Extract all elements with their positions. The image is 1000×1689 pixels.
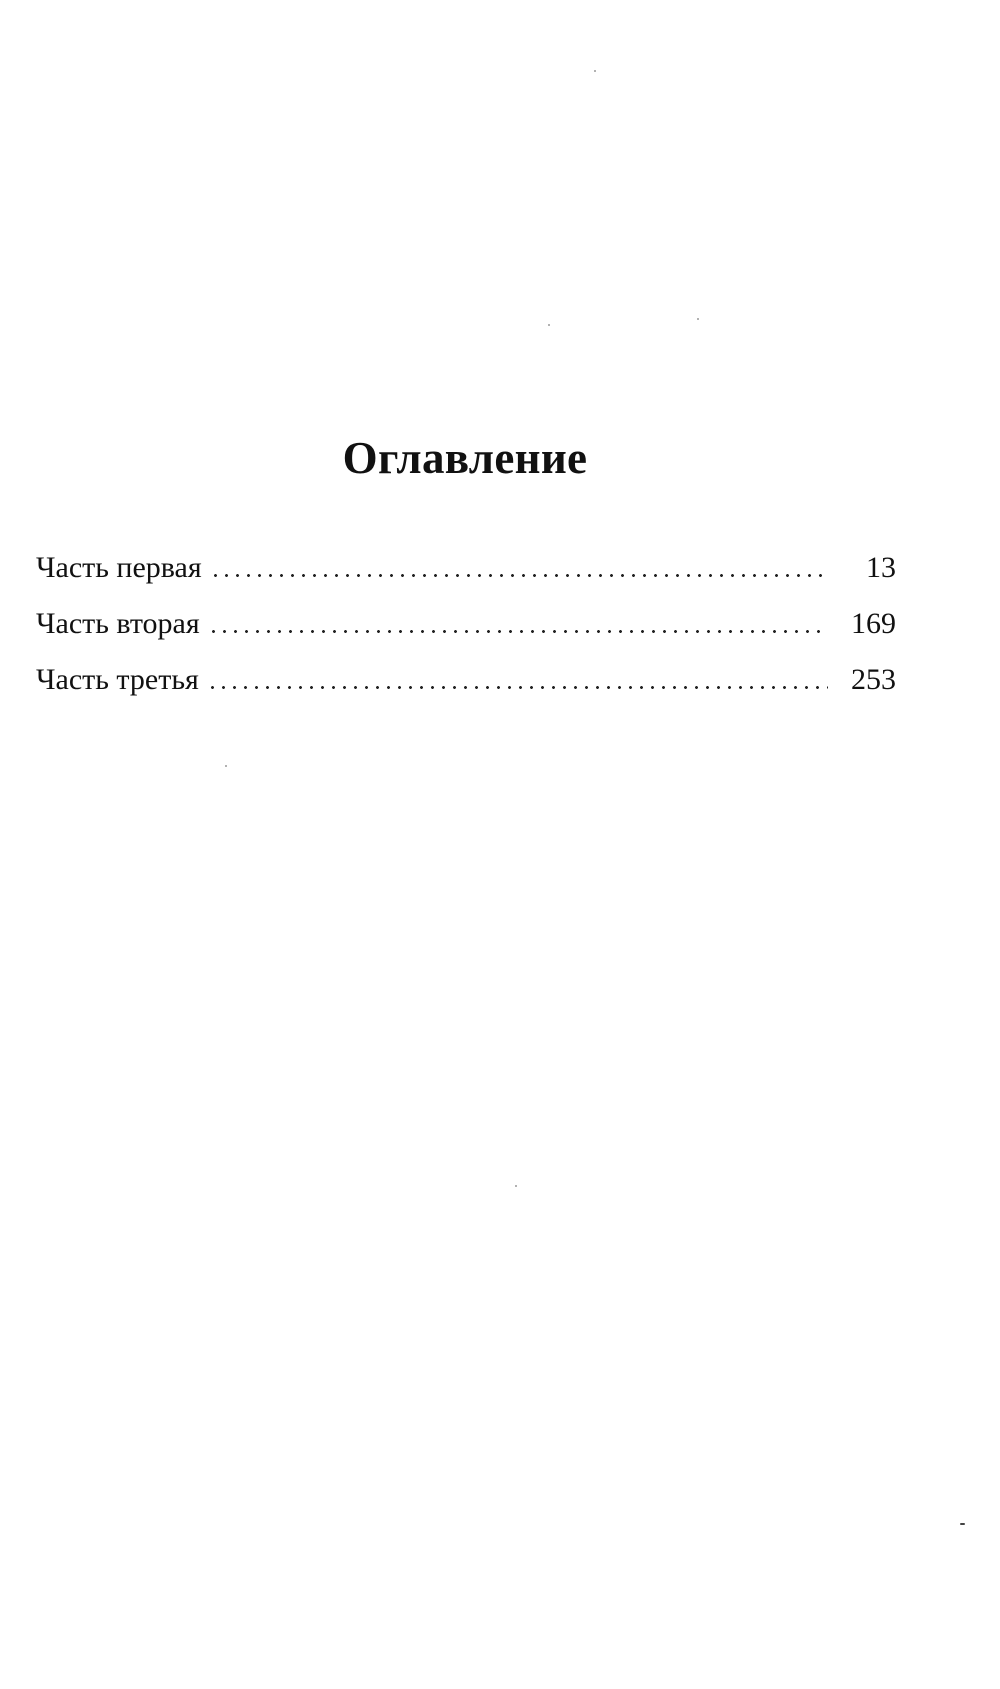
dot-leader [208,630,828,633]
scan-speck [548,324,550,326]
toc-entry [36,652,896,708]
scan-speck [515,1185,517,1187]
scan-speck [960,1523,965,1525]
toc-entry [36,540,896,596]
scan-speck [594,70,596,72]
toc-entry-label: Часть третья [36,663,199,696]
toc-entry [36,596,896,652]
toc-entry-page: 169 [851,607,896,640]
toc-entry-page: 13 [866,551,896,584]
scan-speck [225,765,227,767]
toc-entry-label: Часть вторая [36,607,200,640]
dot-leader [210,574,828,577]
toc-list [36,540,896,708]
toc-entry-label: Часть первая [36,551,202,584]
toc-title: Оглавление [342,433,588,484]
dot-leader [207,686,828,689]
toc-entry-page: 253 [851,663,896,696]
scan-speck [697,318,699,320]
